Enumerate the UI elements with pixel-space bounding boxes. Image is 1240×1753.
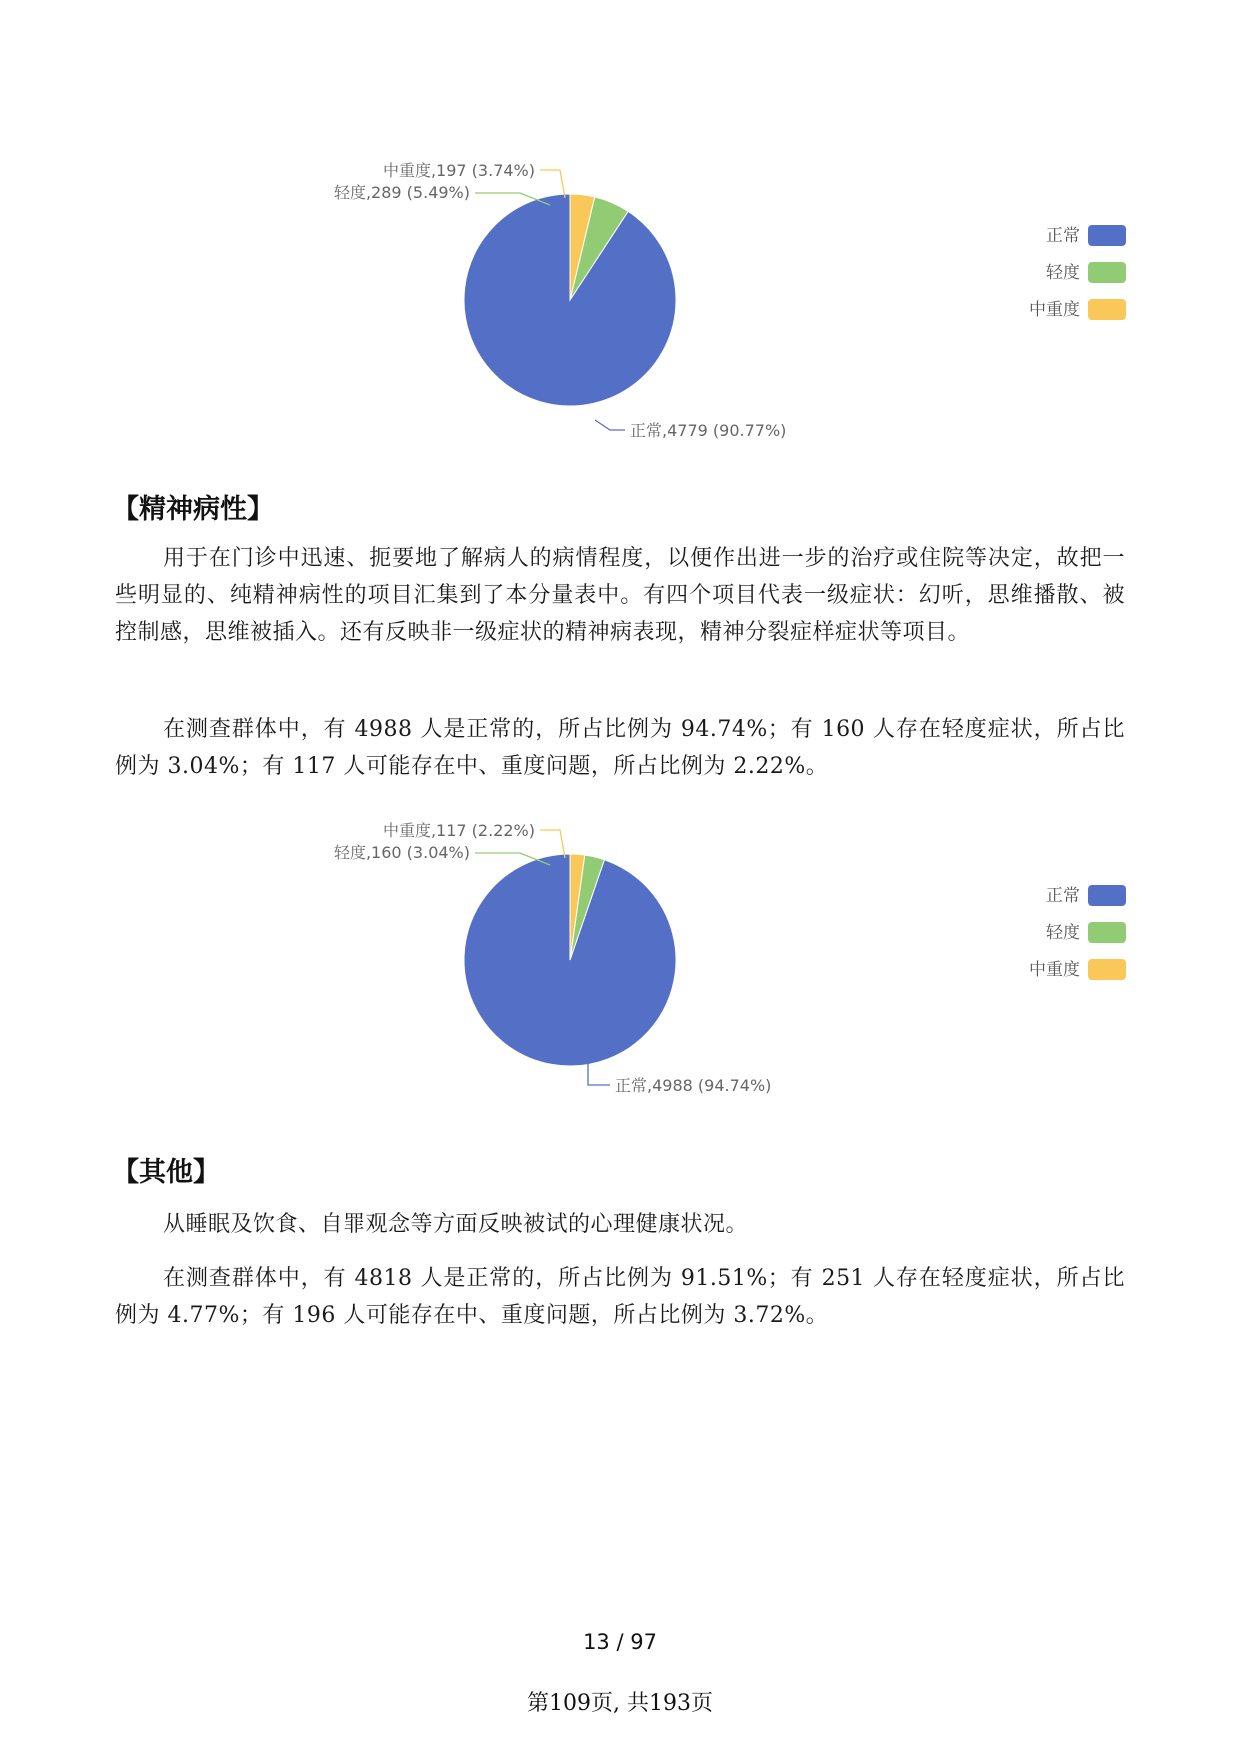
pie-chart-svg	[0, 140, 1240, 440]
slice-leader-line	[540, 170, 565, 198]
legend-swatch-normal	[1088, 885, 1126, 906]
paragraph-description: 从睡眠及饮食、自罪观念等方面反映被试的心理健康状况。	[163, 1212, 749, 1237]
legend-swatch-mild	[1088, 262, 1126, 283]
slice-label-moderate-severe: 中重度,117 (2.22%)	[382, 821, 535, 840]
legend-label-normal: 正常	[1046, 886, 1080, 906]
pie-chart-2	[0, 800, 1240, 1100]
legend-label-normal: 正常	[1046, 226, 1080, 246]
slice-leader-line	[595, 420, 625, 430]
pie-chart-svg	[0, 800, 1240, 1100]
paragraph-statistics: 在测查群体中，有 4818 人是正常的，所占比例为 91.51%；有 251 人存在轻度症状，所占比例为 4.77%；有 196 人可能存在中、重度问题，所占比例为 3.72%。	[115, 1266, 1125, 1328]
section-heading-other: 【其他】	[112, 1157, 220, 1188]
pie-chart-1	[0, 140, 1240, 440]
paragraph-statistics: 在测查群体中，有 4988 人是正常的，所占比例为 94.74%；有 160 人存在轻度症状，所占比例为 3.04%；有 117 人可能存在中、重度问题，所占比例为 2.22%。	[115, 717, 1125, 779]
slice-label-normal: 正常,4988 (94.74%)	[615, 1076, 772, 1095]
section-heading-psychoticism: 【精神病性】	[112, 494, 274, 525]
legend-label-moderate-severe: 中重度	[1029, 960, 1080, 980]
legend-swatch-moderate-severe	[1088, 959, 1126, 980]
legend-swatch-normal	[1088, 225, 1126, 246]
legend-swatch-mild	[1088, 922, 1126, 943]
slice-label-mild: 轻度,289 (5.49%)	[333, 183, 470, 202]
slice-leader-line	[540, 830, 565, 858]
slice-label-normal: 正常,4779 (90.77%)	[630, 421, 787, 440]
page-footer: 第109页, 共193页	[527, 1691, 713, 1716]
page-number: 13 / 97	[583, 1630, 657, 1654]
legend-label-moderate-severe: 中重度	[1029, 300, 1080, 320]
slice-label-moderate-severe: 中重度,197 (3.74%)	[382, 161, 535, 180]
legend-swatch-moderate-severe	[1088, 299, 1126, 320]
legend-label-mild: 轻度	[1046, 263, 1080, 283]
paragraph-description: 用于在门诊中迅速、扼要地了解病人的病情程度，以便作出进一步的治疗或住院等决定，故把一些明显的、纯精神病性的项目汇集到了本分量表中。有四个项目代表一级症状：幻听，思维播散、被控制感，思维被插入。还有反映非一级症状的精神病表现，精神分裂症样症状等项目。	[115, 546, 1125, 645]
slice-label-mild: 轻度,160 (3.04%)	[333, 843, 470, 862]
legend-label-mild: 轻度	[1046, 923, 1080, 943]
